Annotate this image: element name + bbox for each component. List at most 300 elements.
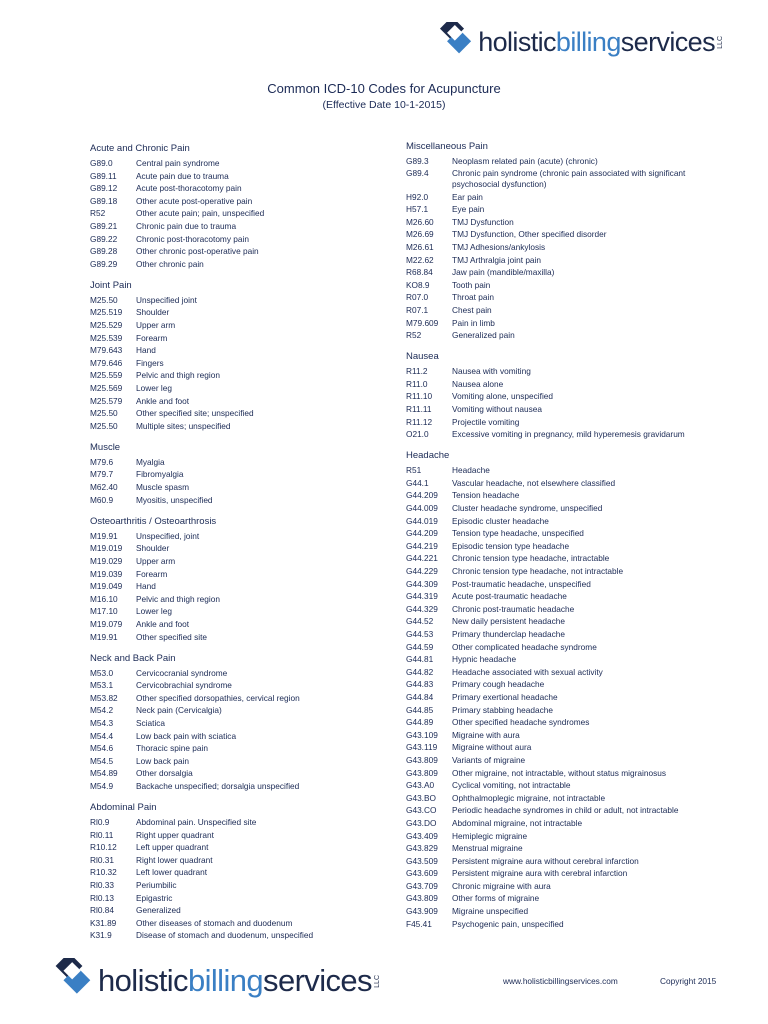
icd-code: M19.049 — [90, 581, 123, 592]
icd-code: G89.18 — [90, 195, 118, 206]
icd-code: G44.89 — [406, 717, 434, 728]
icd-code: M19.019 — [90, 543, 123, 554]
code-description: Other acute post-operative pain — [136, 195, 253, 206]
brand-suffix: LLC — [717, 35, 724, 49]
code-row — [90, 157, 390, 170]
code-row — [406, 905, 746, 918]
code-description: Shoulder — [136, 307, 170, 318]
icd-code: G43.709 — [406, 880, 438, 891]
icd-code: M25.579 — [90, 395, 123, 406]
code-row — [406, 880, 746, 893]
icd-code: G44.019 — [406, 515, 438, 526]
code-description: Nausea with vomiting — [452, 366, 531, 377]
icd-code: G44.221 — [406, 553, 438, 564]
code-row — [90, 357, 390, 370]
code-description: Pelvic and thigh region — [136, 593, 220, 604]
icd-code: G89.21 — [90, 220, 118, 231]
code-description: Hand — [136, 581, 156, 592]
section-title: Osteoarthritis / Osteoarthrosis — [90, 515, 217, 527]
code-row — [90, 170, 390, 183]
code-row — [90, 568, 390, 581]
icd-code: G44.81 — [406, 654, 434, 665]
code-row — [406, 317, 746, 330]
code-description: Pain in limb — [452, 317, 495, 328]
code-row — [406, 653, 746, 666]
code-description: Abdominal pain. Unspecified site — [136, 817, 257, 828]
code-row — [406, 203, 746, 216]
code-row — [406, 867, 746, 880]
code-description: Left upper quadrant — [136, 842, 209, 853]
icd-code: G89.11 — [90, 170, 117, 181]
icd-code: R10.12 — [90, 842, 117, 853]
code-row — [90, 904, 390, 917]
right-column — [406, 141, 746, 940]
code-row — [90, 767, 390, 780]
code-description: Other diseases of stomach and duodenum — [136, 917, 293, 928]
icd-code: G89.4 — [406, 167, 429, 178]
icd-code: G43.109 — [406, 729, 438, 740]
code-description: Primary exertional headache — [452, 691, 558, 702]
icd-code: G43.119 — [406, 742, 438, 753]
code-row — [406, 428, 746, 441]
code-row — [406, 279, 746, 292]
code-row — [406, 565, 746, 578]
icd-code: M17.10 — [90, 606, 118, 617]
code-row — [406, 403, 746, 416]
code-row — [406, 590, 746, 603]
code-row — [406, 754, 746, 767]
icd-code: G43.909 — [406, 906, 438, 917]
code-description: Primary thunderclap headache — [452, 629, 565, 639]
icd-code: G44.84 — [406, 691, 434, 702]
icd-code: G44.319 — [406, 591, 438, 602]
code-section — [90, 516, 390, 643]
code-row — [406, 641, 746, 654]
section-title: Headache — [406, 450, 450, 462]
icd-code: G89.28 — [90, 246, 118, 257]
code-description: Episodic cluster headache — [452, 515, 549, 526]
code-description: Migraine unspecified — [452, 906, 529, 917]
code-row — [90, 717, 390, 730]
code-section — [406, 351, 746, 441]
code-row — [90, 841, 390, 854]
icd-code: G43.A0 — [406, 780, 435, 791]
icd-code: Rl0.84 — [90, 905, 114, 916]
code-description: Other forms of migraine — [452, 893, 540, 904]
icd-code: M25.559 — [90, 370, 123, 381]
code-row — [90, 542, 390, 555]
code-row — [406, 515, 746, 528]
icd-code: M79.7 — [90, 469, 114, 480]
code-description: Other specified site; unspecified — [136, 408, 254, 419]
code-description: Abdominal migraine, not intractable — [452, 817, 583, 828]
code-description: Other complicated headache syndrome — [452, 641, 597, 652]
icd-code: M54.6 — [90, 743, 114, 754]
code-description: Neck pain (Cervicalgia) — [136, 705, 222, 716]
code-row — [90, 593, 390, 606]
icd-code: M25.529 — [90, 320, 123, 331]
icd-code: R11.2 — [406, 366, 428, 377]
code-row — [90, 332, 390, 345]
icd-code: R11.0 — [406, 378, 428, 389]
icd-code: M54.5 — [90, 755, 114, 766]
code-row — [406, 527, 746, 540]
icd-code: G44.82 — [406, 666, 434, 677]
icd-code: G44.329 — [406, 603, 438, 614]
icd-code: G89.29 — [90, 258, 118, 269]
code-description: Ophthalmoplegic migraine, not intractable — [452, 792, 606, 803]
code-description: Upper arm — [136, 320, 176, 331]
code-description: Cervicocranial syndrome — [136, 667, 228, 678]
icd-code: M54.3 — [90, 717, 114, 728]
code-row — [90, 395, 390, 408]
code-description: Right upper quadrant — [136, 829, 214, 840]
icd-code: M79.609 — [406, 317, 439, 328]
icd-code: G43.CO — [406, 805, 437, 816]
icd-code: G44.209 — [406, 528, 438, 539]
code-description: Chest pain — [452, 304, 492, 315]
code-description: Primary stabbing headache — [452, 704, 554, 715]
code-description: New daily persistent headache — [452, 616, 565, 627]
code-row — [90, 344, 390, 357]
code-description: Multiple sites; unspecified — [136, 420, 231, 431]
code-description: Fibromyalgia — [136, 469, 184, 480]
code-description: Headache — [452, 465, 490, 476]
code-row — [406, 918, 746, 931]
code-row — [90, 892, 390, 905]
diamond-logo-icon — [426, 22, 478, 62]
code-row — [406, 489, 746, 502]
code-description: Vomiting without nausea — [452, 404, 542, 414]
code-row — [406, 792, 746, 805]
document-title: Common ICD-10 Codes for Acupuncture — [267, 81, 501, 96]
icd-code: Rl0.13 — [90, 892, 114, 903]
code-row — [406, 168, 746, 191]
code-row — [406, 729, 746, 742]
icd-code: R11.11 — [406, 404, 432, 414]
code-description: Periumbilic — [136, 880, 177, 890]
code-description: Other chronic post-operative pain — [136, 246, 259, 257]
icd-code: Rl0.31 — [90, 854, 114, 865]
code-description: Muscle spasm — [136, 482, 190, 493]
brand-suffix: LLC — [373, 974, 381, 988]
code-row — [406, 892, 746, 905]
code-row — [406, 464, 746, 477]
code-row — [90, 816, 390, 829]
code-row — [406, 416, 746, 429]
code-row — [90, 207, 390, 220]
code-description: Cervicobrachial syndrome — [136, 680, 232, 691]
code-row — [90, 195, 390, 208]
code-row — [90, 917, 390, 930]
code-description: Disease of stomach and duodenum, unspecified — [136, 930, 314, 941]
section-title: Miscellaneous Pain — [406, 141, 488, 152]
icd-code: G44.309 — [406, 578, 438, 589]
icd-code: R07.1 — [406, 304, 429, 315]
code-description: Other acute pain; pain, unspecified — [136, 208, 265, 219]
code-row — [90, 530, 390, 543]
section-title: Muscle — [90, 441, 121, 453]
code-row — [406, 216, 746, 229]
code-description: Excessive vomiting in pregnancy, mild hyperemesis gravidarum — [452, 429, 685, 440]
icd-code: M19.91 — [90, 631, 118, 642]
code-row — [406, 817, 746, 830]
code-row — [406, 552, 746, 565]
code-row — [406, 502, 746, 515]
diamond-logo-icon — [40, 958, 98, 1004]
code-row — [90, 618, 390, 631]
code-row — [90, 679, 390, 692]
code-description: Neoplasm related pain (acute) (chronic) — [452, 156, 598, 166]
code-description: Persistent migraine aura with cerebral infarction — [452, 868, 628, 879]
code-section — [90, 802, 390, 942]
icd-code: Rl0.11 — [90, 829, 114, 840]
icd-code: M25.569 — [90, 383, 123, 393]
icd-code: M22.62 — [406, 254, 434, 265]
section-title: Nausea — [406, 351, 439, 363]
icd-code: G43.829 — [406, 843, 438, 854]
code-description: Eye pain — [452, 204, 485, 215]
code-row — [90, 742, 390, 755]
code-description: Other migraine, not intractable, without status migrainosus — [452, 767, 666, 778]
icd-code: R52 — [406, 330, 422, 341]
code-row — [406, 666, 746, 679]
code-row — [406, 830, 746, 843]
code-row — [90, 233, 390, 246]
icd-code: G44.009 — [406, 503, 438, 514]
code-row — [406, 390, 746, 403]
section-title: Abdominal Pain — [90, 802, 157, 814]
code-description: Ear pain — [452, 191, 483, 202]
code-row — [406, 855, 746, 868]
code-description: Other dorsalgia — [136, 768, 193, 779]
code-section — [406, 141, 746, 342]
code-row — [90, 407, 390, 420]
icd-code: M19.039 — [90, 568, 123, 579]
icd-code: G44.83 — [406, 679, 434, 690]
code-description: Epigastric — [136, 892, 173, 903]
code-description: Variants of migraine — [452, 754, 526, 765]
code-row — [406, 378, 746, 391]
icd-code: M60.9 — [90, 494, 114, 505]
code-description: Tension type headache, unspecified — [452, 528, 584, 539]
code-row — [406, 241, 746, 254]
icd-code: R11.10 — [406, 391, 433, 402]
code-description: Other specified dorsopathies, cervical region — [136, 692, 300, 703]
icd-code: M79.643 — [90, 345, 123, 356]
code-row — [406, 155, 746, 168]
code-section — [90, 143, 390, 270]
code-row — [90, 692, 390, 705]
code-row — [406, 365, 746, 378]
code-description: Other chronic pain — [136, 258, 204, 269]
icd-code: M54.4 — [90, 730, 114, 741]
code-description: Chronic pain due to trauma — [136, 220, 237, 231]
code-row — [406, 628, 746, 641]
code-row — [406, 477, 746, 490]
code-description: Hypnic headache — [452, 654, 517, 665]
icd-code: M26.69 — [406, 229, 434, 240]
icd-code: G43.809 — [406, 893, 438, 904]
code-description: Other specified site — [136, 631, 208, 642]
code-description: Generalized pain — [452, 330, 515, 341]
icd-code: K31.89 — [90, 917, 117, 928]
code-row — [90, 306, 390, 319]
icd-code: G43.809 — [406, 767, 438, 778]
icd-code: G44.52 — [406, 616, 434, 627]
code-description: Central pain syndrome — [136, 158, 220, 168]
icd-code: KO8.9 — [406, 279, 430, 290]
footer-logo[interactable] — [40, 958, 381, 1004]
code-description: TMJ Arthralgia joint pain — [452, 254, 542, 265]
code-description: Fingers — [136, 357, 164, 368]
code-description: TMJ Dysfunction — [452, 216, 514, 227]
icd-code: M19.91 — [90, 530, 118, 541]
code-description: Headache associated with sexual activity — [452, 666, 603, 677]
code-row — [90, 258, 390, 271]
code-row — [90, 704, 390, 717]
code-description: Cyclical vomiting, not intractable — [452, 780, 571, 791]
icd-code: M26.60 — [406, 216, 434, 227]
code-description: Hemiplegic migraine — [452, 830, 528, 841]
icd-code: M53.1 — [90, 680, 114, 691]
code-description: Chronic post-traumatic headache — [452, 603, 575, 614]
icd-code: G43.409 — [406, 830, 438, 841]
code-row — [90, 182, 390, 195]
icd-code: K31.9 — [90, 930, 112, 941]
icd-code: R10.32 — [90, 867, 117, 878]
code-description: Shoulder — [136, 543, 170, 554]
code-row — [90, 631, 390, 644]
code-description: Left lower quadrant — [136, 867, 208, 878]
code-description: Tension headache — [452, 490, 520, 501]
icd-code: G89.0 — [90, 158, 113, 168]
code-row — [406, 804, 746, 817]
code-row — [406, 254, 746, 267]
code-row — [406, 691, 746, 704]
icd-code: M79.6 — [90, 456, 114, 467]
icd-code: G44.229 — [406, 566, 438, 577]
icd-code: M25.50 — [90, 294, 118, 305]
code-description: Right lower quadrant — [136, 854, 213, 865]
code-description: Hand — [136, 345, 156, 356]
code-row — [406, 291, 746, 304]
code-description: Projectile vomiting — [452, 416, 520, 427]
code-description: Nausea alone — [452, 378, 504, 389]
icd-code: R11.12 — [406, 416, 433, 427]
code-description: Acute post-thoracotomy pain — [136, 183, 242, 194]
code-description: Lower leg — [136, 383, 172, 393]
code-description: Ankle and foot — [136, 618, 190, 629]
icd-code: M25.519 — [90, 307, 123, 318]
code-section — [90, 653, 390, 793]
code-row — [90, 456, 390, 469]
code-description: Tooth pain — [452, 279, 491, 290]
code-row — [90, 730, 390, 743]
icd-code: M79.646 — [90, 357, 123, 368]
icd-code: G44.219 — [406, 540, 438, 551]
icd-code: G43.809 — [406, 754, 438, 765]
code-row — [406, 266, 746, 279]
icd-code: M54.89 — [90, 768, 118, 779]
code-row — [90, 580, 390, 593]
code-description: Chronic migraine with aura — [452, 880, 551, 891]
code-description: Thoracic spine pain — [136, 743, 208, 754]
code-description: Vomiting alone, unspecified — [452, 391, 554, 402]
code-row — [90, 468, 390, 481]
code-description: Low back pain with sciatica — [136, 730, 237, 741]
code-row — [90, 929, 390, 942]
code-description: Other specified headache syndromes — [452, 717, 590, 728]
code-section — [90, 280, 390, 433]
code-row — [406, 678, 746, 691]
code-description: Periodic headache syndromes in child or adult, not intractable — [452, 805, 679, 816]
code-row — [406, 615, 746, 628]
icd-code: G43.609 — [406, 868, 438, 879]
code-description: Forearm — [136, 568, 168, 579]
icd-code: M53.0 — [90, 667, 114, 678]
code-description: Chronic tension type headache, not intractable — [452, 566, 624, 577]
icd-code: G44.59 — [406, 641, 434, 652]
code-description: Chronic pain syndrome (chronic pain associated with significant psychosocial dysfunction) — [452, 167, 686, 190]
code-row — [90, 780, 390, 793]
code-section — [406, 450, 746, 930]
code-row — [90, 420, 390, 433]
code-row — [90, 494, 390, 507]
icd-code: M19.079 — [90, 618, 123, 629]
icd-code: M26.61 — [406, 241, 434, 252]
code-description: Throat pain — [452, 292, 494, 303]
code-description: Forearm — [136, 332, 168, 343]
icd-code: G44.1 — [406, 477, 429, 488]
code-row — [406, 767, 746, 780]
code-description: Chronic tension type headache, intractable — [452, 553, 610, 564]
code-description: Ankle and foot — [136, 395, 190, 406]
code-row — [406, 779, 746, 792]
code-row — [90, 854, 390, 867]
code-description: Persistent migraine aura without cerebral infarction — [452, 855, 639, 866]
code-row — [406, 228, 746, 241]
code-description: Myalgia — [136, 456, 165, 467]
code-description: Sciatica — [136, 717, 166, 728]
footer-url-link[interactable]: www.holisticbillingservices.com — [503, 976, 618, 986]
code-description: Psychogenic pain, unspecified — [452, 918, 564, 929]
code-row — [406, 329, 746, 342]
section-title: Acute and Chronic Pain — [90, 143, 190, 154]
brand-name: holisticbillingservices — [98, 963, 372, 998]
header-logo[interactable] — [426, 22, 724, 62]
left-column — [90, 143, 390, 951]
code-description: Low back pain — [136, 755, 190, 766]
code-row — [406, 704, 746, 717]
icd-code: M16.10 — [90, 593, 118, 604]
code-row — [406, 578, 746, 591]
code-description: Jaw pain (mandible/maxilla) — [452, 267, 555, 278]
code-row — [90, 245, 390, 258]
icd-code: G89.3 — [406, 156, 429, 166]
code-description: Lower leg — [136, 606, 172, 617]
code-description: Menstrual migraine — [452, 843, 523, 854]
icd-code: G89.12 — [90, 183, 118, 194]
code-description: Primary cough headache — [452, 679, 545, 690]
code-row — [90, 879, 390, 892]
code-description: Migraine with aura — [452, 729, 520, 740]
code-description: Cluster headache syndrome, unspecified — [452, 503, 603, 514]
code-description: Post-traumatic headache, unspecified — [452, 578, 591, 589]
icd-code: M25.539 — [90, 332, 123, 343]
icd-code: G89.22 — [90, 233, 118, 244]
code-row — [90, 605, 390, 618]
